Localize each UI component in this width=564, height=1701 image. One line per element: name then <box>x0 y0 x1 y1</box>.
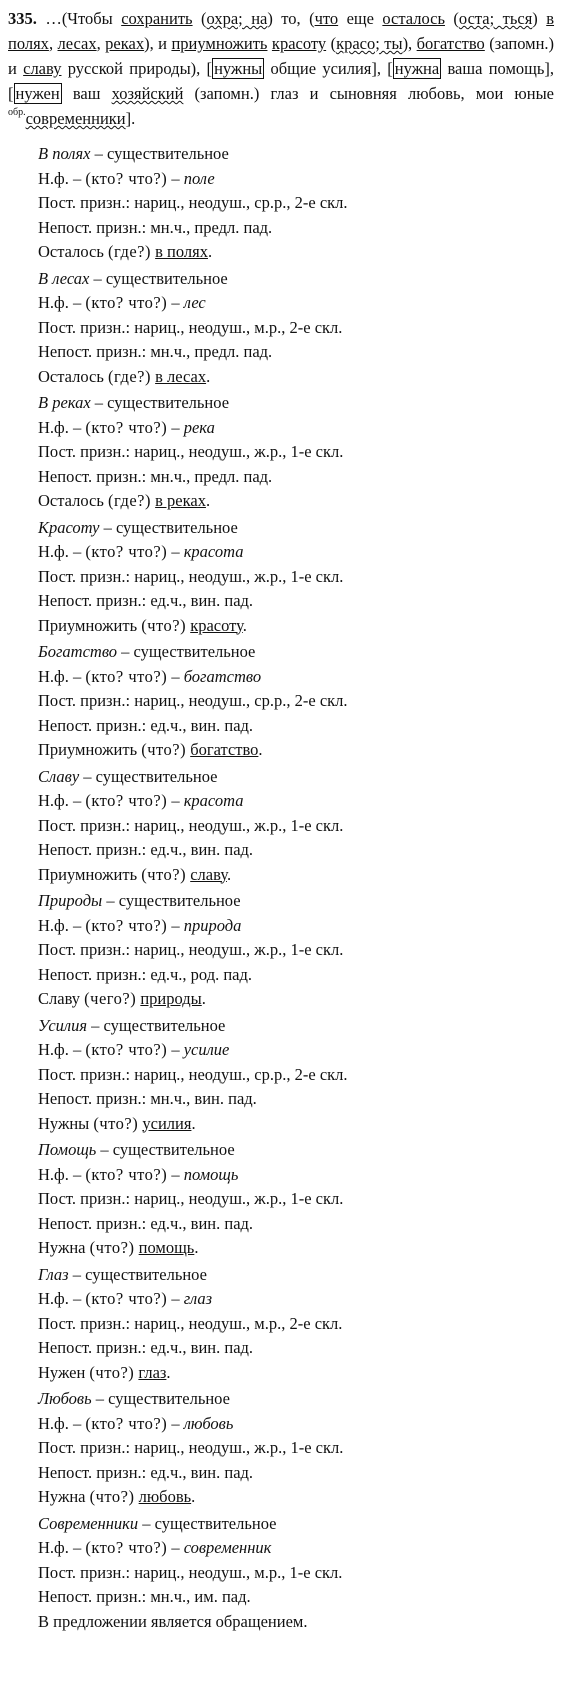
part-of-speech: – существительное <box>138 1513 277 1533</box>
role-prefix: Осталось <box>38 366 108 386</box>
syntactic-role <box>38 1361 554 1386</box>
question: (кто? что?) <box>85 1040 168 1059</box>
marked-word: в полях <box>8 9 555 53</box>
noun-entry <box>38 889 554 1012</box>
superscript-note: обр. <box>8 107 26 118</box>
noun-entry <box>38 765 554 888</box>
marked-word: нужна <box>394 59 440 78</box>
marked-word: реках <box>105 34 145 53</box>
initial-form-word: усилие <box>183 1040 230 1059</box>
role-word: славу <box>190 864 227 884</box>
syntactic-role <box>38 1112 554 1137</box>
question: (кто? что?) <box>85 1538 168 1557</box>
text-fragment: русской природы), [ <box>61 59 213 78</box>
question: (кто? что?) <box>85 915 168 935</box>
marked-word: осталось <box>382 9 445 28</box>
text-fragment: общие усилия], [ <box>264 59 393 78</box>
initial-form-line <box>38 540 554 565</box>
dash: – <box>167 791 184 810</box>
noun-entry <box>38 640 554 763</box>
marked-word: приумножить <box>171 34 268 53</box>
variable-features: Непост. призн.: ед.ч., вин. пад. <box>38 1462 254 1482</box>
initial-form-line <box>38 416 554 441</box>
role-prefix: Приумножить <box>38 864 142 884</box>
part-of-speech: – существительное <box>89 268 228 288</box>
constant-features: Пост. призн.: нариц., неодуш., ср.р., 2-е скл. <box>38 1064 348 1084</box>
entry-word: Помощь <box>38 1140 97 1159</box>
role-question: (где?) <box>108 242 151 261</box>
marked-word: нужен <box>15 84 60 103</box>
variable-features: Непост. призн.: мн.ч., предл. пад. <box>38 342 273 361</box>
question: (кто? что?) <box>85 168 168 188</box>
constant-features: Пост. призн.: нариц., неодуш., ж.р., 1-е скл. <box>38 815 344 835</box>
initial-form-label: Н.ф. – <box>38 1538 86 1557</box>
syntactic-role <box>38 240 554 265</box>
text-fragment: (запомн.) глаз и сыновняя любовь, мои юные <box>183 84 554 103</box>
text-fragment: ) то, ( <box>267 9 315 28</box>
marked-word: нужны <box>214 59 263 78</box>
constant-features: Пост. призн.: нариц., неодуш., ж.р., 1-е скл. <box>38 1189 344 1208</box>
initial-form-line <box>38 1038 554 1063</box>
role-question: (что?) <box>89 1362 135 1382</box>
initial-form-word: река <box>183 417 215 437</box>
noun-entry <box>38 391 554 514</box>
constant-features: Пост. призн.: нариц., неодуш., ж.р., 1-е скл. <box>38 442 344 461</box>
initial-form-line <box>38 1412 554 1437</box>
text-fragment: ваш <box>61 84 112 103</box>
role-prefix: Нужны <box>38 1113 94 1133</box>
marked-word: славу <box>23 59 62 78</box>
part-of-speech: – существительное <box>117 642 256 661</box>
text-fragment: ( <box>326 34 337 53</box>
dash: – <box>167 1413 184 1433</box>
variable-features: Непост. призн.: ед.ч., вин. пад. <box>38 715 254 735</box>
dash: – <box>167 1040 184 1059</box>
role-suffix: . <box>194 1238 199 1257</box>
syntactic-role <box>38 614 554 639</box>
text-fragment: ), <box>402 34 417 53</box>
marked-word: охра; на <box>206 9 268 28</box>
entry-word: В лесах <box>38 268 90 288</box>
role-question: (что?) <box>141 864 187 884</box>
role-word: помощь <box>138 1238 195 1257</box>
part-of-speech: – существительное <box>96 1140 235 1159</box>
syntactic-role <box>38 1485 554 1510</box>
marked-word: оста; ться <box>458 9 533 28</box>
syntactic-role <box>38 489 554 514</box>
text-fragment: еще <box>338 9 383 28</box>
noun-entry <box>38 1138 554 1261</box>
initial-form-word: глаз <box>183 1289 213 1308</box>
syntactic-role <box>38 863 554 888</box>
entry-word: Любовь <box>38 1389 92 1408</box>
variable-features: Непост. призн.: ед.ч., вин. пад. <box>38 591 254 610</box>
question: (кто? что?) <box>85 1289 168 1308</box>
text-fragment: ), и <box>144 34 172 53</box>
initial-form-label: Н.ф. – <box>38 666 86 686</box>
question: (кто? что?) <box>85 1413 168 1433</box>
role-suffix: . <box>166 1362 171 1382</box>
part-of-speech: – существительное <box>90 144 229 163</box>
dash: – <box>167 168 184 188</box>
role-prefix: Нужна <box>38 1487 90 1506</box>
initial-form-word: красота <box>183 791 244 810</box>
entry-word: Славу <box>38 766 80 786</box>
entry-heading <box>38 391 554 416</box>
role-suffix: . <box>258 740 263 759</box>
dash: – <box>167 666 184 686</box>
role-prefix: В предложении является обращением. <box>38 1611 308 1631</box>
initial-form-line <box>38 167 554 192</box>
role-prefix: Осталось <box>38 242 108 261</box>
initial-form-label: Н.ф. – <box>38 791 86 810</box>
initial-form-word: современник <box>183 1538 272 1557</box>
text-fragment: ) <box>532 9 547 28</box>
initial-form-word: помощь <box>183 1164 239 1184</box>
noun-entry <box>38 1014 554 1137</box>
text-fragment: , <box>96 34 106 53</box>
entry-word: Современники <box>38 1513 139 1533</box>
dash: – <box>167 1164 184 1184</box>
dash: – <box>167 915 184 935</box>
entry-word: В реках <box>38 393 91 412</box>
initial-form-line <box>38 1287 554 1312</box>
constant-features: Пост. призн.: нариц., неодуш., ср.р., 2-е скл. <box>38 193 348 212</box>
entry-heading <box>38 640 554 665</box>
variable-features: Непост. призн.: мн.ч., предл. пад. <box>38 466 273 486</box>
part-of-speech: – существительное <box>99 517 238 537</box>
part-of-speech: – существительное <box>87 1015 226 1035</box>
text-fragment: ]. <box>125 109 136 128</box>
role-word: в лесах <box>155 366 207 386</box>
entry-heading <box>38 1138 554 1163</box>
marked-word: хозяйский <box>111 84 184 103</box>
text-fragment: ваша помощь], [ <box>8 59 555 103</box>
role-word: усилия <box>142 1113 192 1133</box>
parsing-list <box>38 142 554 1634</box>
question: (кто? что?) <box>85 1164 168 1184</box>
noun-entry <box>38 516 554 639</box>
role-prefix: Нужен <box>38 1362 90 1382</box>
role-question: (где?) <box>108 366 151 386</box>
role-prefix: Нужна <box>38 1238 90 1257</box>
entry-heading <box>38 1512 554 1537</box>
constant-features: Пост. призн.: нариц., неодуш., ж.р., 1-е скл. <box>38 1438 344 1457</box>
noun-entry <box>38 1512 554 1635</box>
text-fragment: ( <box>192 9 207 28</box>
text-fragment: (запомн.) и <box>8 34 555 78</box>
role-suffix: . <box>242 615 247 635</box>
initial-form-word: любовь <box>183 1413 234 1433</box>
constant-features: Пост. призн.: нариц., неодуш., ж.р., 1-е скл. <box>38 940 344 959</box>
initial-form-line <box>38 1536 554 1561</box>
syntactic-role <box>38 738 554 763</box>
entry-heading <box>38 1387 554 1412</box>
exercise-text <box>8 6 554 134</box>
role-prefix: Приумножить <box>38 740 142 759</box>
initial-form-word: природа <box>183 915 242 935</box>
text-fragment: , <box>48 34 58 53</box>
entry-heading <box>38 889 554 914</box>
question: (кто? что?) <box>85 542 168 561</box>
initial-form-line <box>38 291 554 316</box>
role-word: глаз <box>138 1362 167 1382</box>
question: (кто? что?) <box>85 666 168 686</box>
question: (кто? что?) <box>85 293 168 312</box>
marked-word: красоту <box>271 34 327 53</box>
text-fragment: …(Чтобы <box>45 9 122 28</box>
role-prefix: Славу <box>38 989 85 1008</box>
variable-features: Непост. призн.: ед.ч., вин. пад. <box>38 1338 254 1357</box>
initial-form-word: красота <box>183 542 244 561</box>
syntactic-role <box>38 1236 554 1261</box>
variable-features: Непост. призн.: мн.ч., вин. пад. <box>38 1089 257 1108</box>
entry-heading <box>38 1014 554 1039</box>
role-suffix: . <box>205 491 211 510</box>
initial-form-line <box>38 914 554 939</box>
entry-heading <box>38 516 554 541</box>
role-question: (где?) <box>108 491 151 510</box>
role-suffix: . <box>206 366 211 386</box>
noun-entry <box>38 142 554 265</box>
part-of-speech: – существительное <box>91 1389 230 1408</box>
role-suffix: . <box>201 989 206 1008</box>
dash: – <box>167 1538 184 1557</box>
initial-form-label: Н.ф. – <box>38 1289 86 1308</box>
role-question: (что?) <box>93 1113 139 1133</box>
variable-features: Непост. призн.: мн.ч., им. пад. <box>38 1587 251 1606</box>
role-question: (что?) <box>89 1487 135 1506</box>
role-question: (чего?) <box>84 989 137 1008</box>
role-word: красоту <box>190 615 243 635</box>
constant-features: Пост. призн.: нариц., неодуш., м.р., 1-е скл. <box>38 1562 343 1582</box>
entry-word: В полях <box>38 144 91 163</box>
entry-heading <box>38 267 554 292</box>
marked-word: красо; ты <box>336 34 403 53</box>
role-suffix: . <box>207 242 213 261</box>
dash: – <box>167 542 184 561</box>
noun-entry <box>38 1263 554 1386</box>
text-fragment: ( <box>444 9 459 28</box>
role-question: (что?) <box>141 740 187 759</box>
dash: – <box>167 417 184 437</box>
marked-word: современники <box>25 109 126 128</box>
variable-features: Непост. призн.: ед.ч., вин. пад. <box>38 840 254 859</box>
role-suffix: . <box>226 864 232 884</box>
part-of-speech: – существительное <box>79 766 218 786</box>
syntactic-role <box>38 365 554 390</box>
entry-heading <box>38 1263 554 1288</box>
entry-heading <box>38 142 554 167</box>
marked-word: что <box>314 9 339 28</box>
entry-heading <box>38 765 554 790</box>
entry-word: Усилия <box>38 1015 88 1035</box>
role-question: (что?) <box>141 615 187 635</box>
marked-word: лесах <box>57 34 97 53</box>
entry-word: Глаз <box>38 1264 69 1284</box>
dash: – <box>167 1289 184 1308</box>
entry-word: Красоту <box>38 517 100 537</box>
initial-form-line <box>38 1163 554 1188</box>
question: (кто? что?) <box>85 791 168 810</box>
initial-form-label: Н.ф. – <box>38 542 86 561</box>
initial-form-label: Н.ф. – <box>38 1164 86 1184</box>
part-of-speech: – существительное <box>102 891 241 910</box>
role-word: в полях <box>155 242 208 261</box>
exercise-number: 335. <box>8 9 37 28</box>
role-prefix: Приумножить <box>38 615 142 635</box>
initial-form-label: Н.ф. – <box>38 168 86 188</box>
role-suffix: . <box>191 1487 196 1506</box>
initial-form-word: лес <box>183 293 206 312</box>
syntactic-role <box>38 1610 554 1635</box>
role-word: любовь <box>138 1487 192 1506</box>
marked-word: богатство <box>416 34 485 53</box>
dash: – <box>167 293 184 312</box>
constant-features: Пост. призн.: нариц., неодуш., м.р., 2-е скл. <box>38 1313 343 1333</box>
role-suffix: . <box>191 1113 196 1133</box>
initial-form-label: Н.ф. – <box>38 293 86 312</box>
syntactic-role <box>38 987 554 1012</box>
constant-features: Пост. призн.: нариц., неодуш., м.р., 2-е скл. <box>38 317 343 337</box>
initial-form-word: поле <box>183 168 215 188</box>
variable-features: Непост. призн.: мн.ч., предл. пад. <box>38 217 273 237</box>
initial-form-label: Н.ф. – <box>38 1413 86 1433</box>
role-word: природы <box>140 989 202 1008</box>
initial-form-label: Н.ф. – <box>38 1040 86 1059</box>
initial-form-label: Н.ф. – <box>38 417 86 437</box>
role-question: (что?) <box>89 1238 135 1257</box>
role-prefix: Осталось <box>38 491 108 510</box>
constant-features: Пост. призн.: нариц., неодуш., ж.р., 1-е скл. <box>38 566 344 586</box>
noun-entry <box>38 267 554 390</box>
part-of-speech: – существительное <box>68 1264 207 1284</box>
role-word: богатство <box>190 740 259 759</box>
noun-entry <box>38 1387 554 1510</box>
entry-word: Богатство <box>38 642 118 661</box>
initial-form-word: богатство <box>183 666 262 686</box>
entry-word: Природы <box>38 891 103 910</box>
question: (кто? что?) <box>85 417 168 437</box>
constant-features: Пост. призн.: нариц., неодуш., ср.р., 2-е скл. <box>38 691 348 710</box>
role-word: в реках <box>155 491 206 510</box>
initial-form-line <box>38 789 554 814</box>
variable-features: Непост. призн.: ед.ч., вин. пад. <box>38 1213 254 1233</box>
initial-form-label: Н.ф. – <box>38 915 86 935</box>
marked-word: сохранить <box>121 9 193 28</box>
initial-form-line <box>38 665 554 690</box>
variable-features: Непост. призн.: ед.ч., род. пад. <box>38 964 253 984</box>
part-of-speech: – существительное <box>90 393 230 412</box>
